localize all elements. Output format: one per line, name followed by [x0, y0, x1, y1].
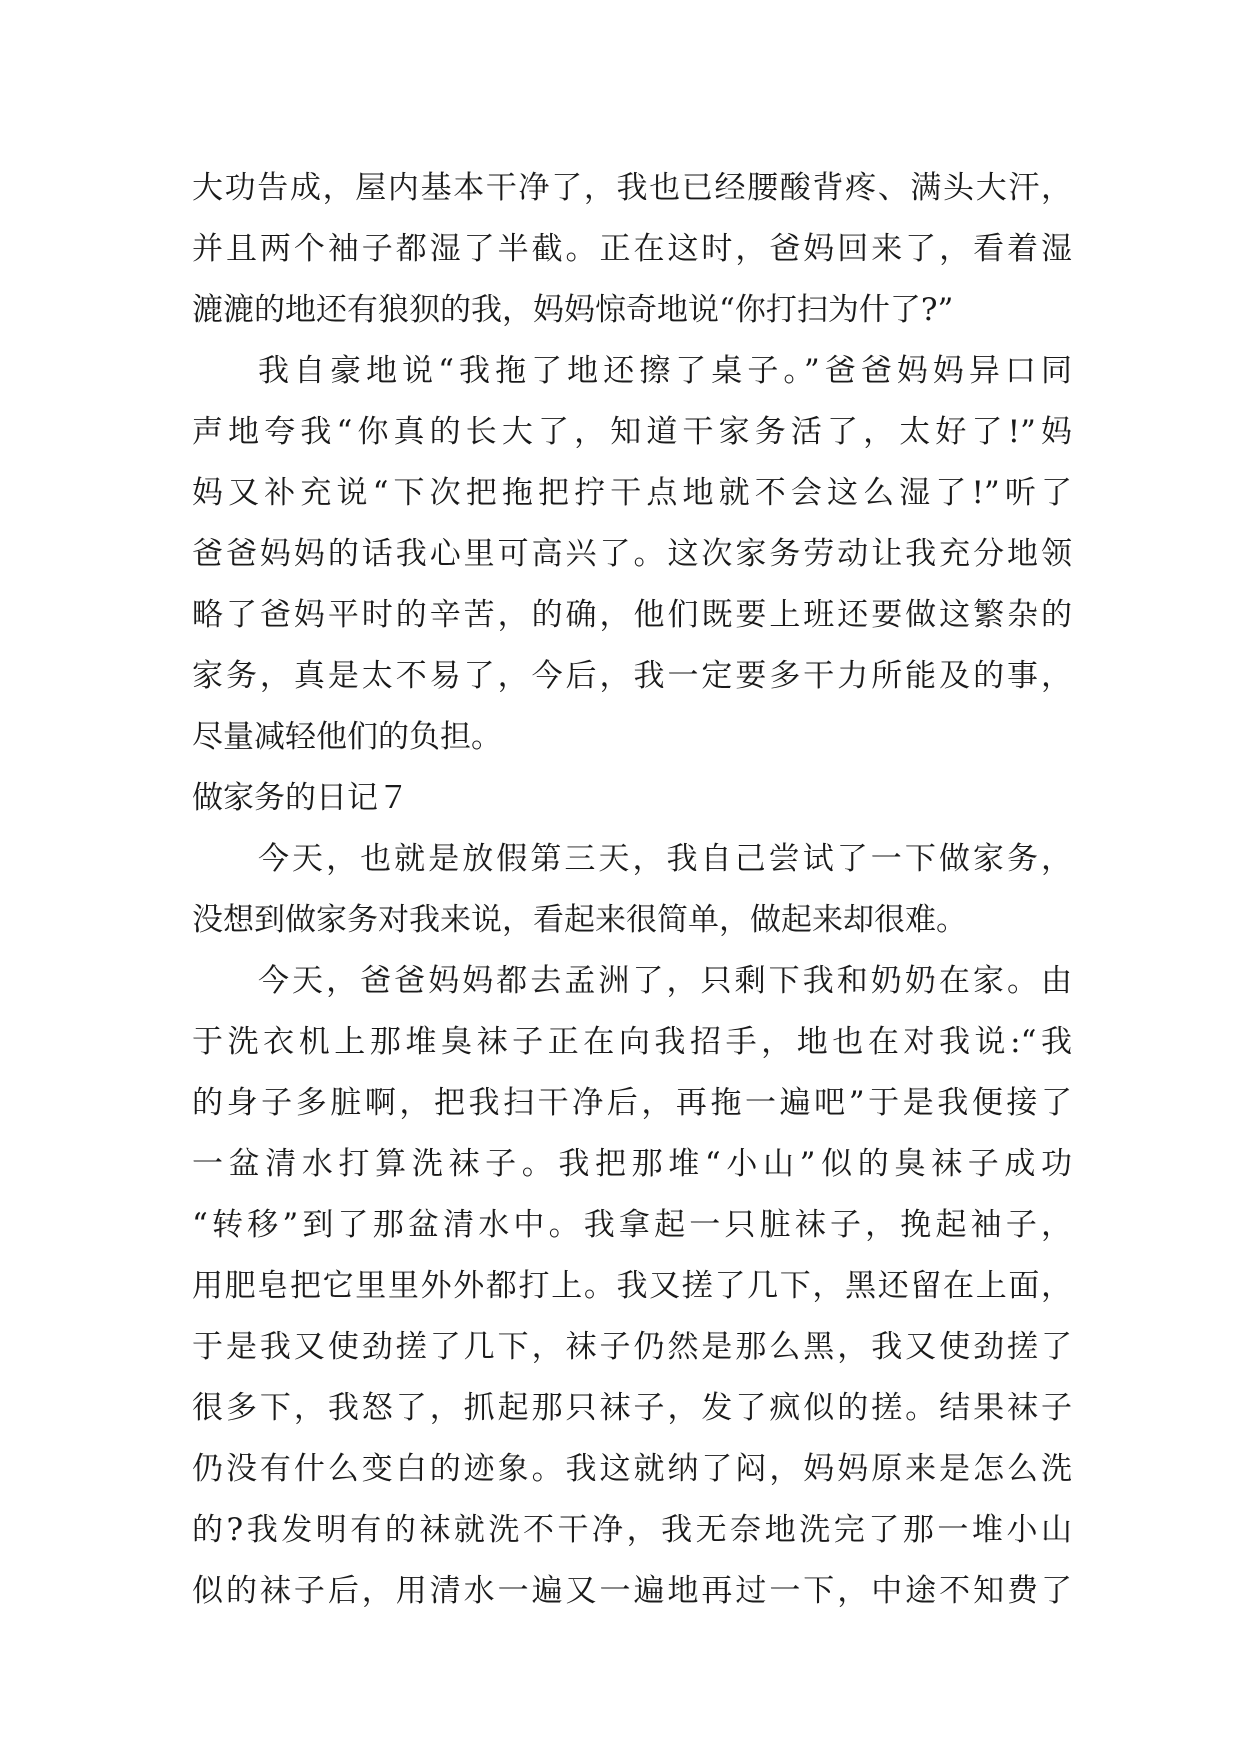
section-title: 做家务的日记７ [192, 780, 409, 816]
text-line: 没想到做家务对我来说，看起来很简单，做起来却很难。 [192, 902, 967, 938]
text-line: 大功告成，屋内基本干净了，我也已经腰酸背疼、满头大汗， [192, 170, 1072, 206]
text-line: 很多下，我怒了，抓起那只袜子，发了疯似的搓。结果袜子 [192, 1390, 1072, 1426]
text-line: 家务，真是太不易了，今后，我一定要多干力所能及的事， [192, 658, 1072, 694]
text-line: 妈又补充说“下次把拖把拧干点地就不会这么湿了!”听了 [192, 475, 1072, 511]
text-line: 今天，爸爸妈妈都去孟洲了，只剩下我和奶奶在家。由 [258, 963, 1072, 999]
text-line: 略了爸妈平时的辛苦，的确，他们既要上班还要做这繁杂的 [192, 597, 1072, 633]
text-line: 的身子多脏啊，把我扫干净后，再拖一遍吧”于是我便接了 [192, 1085, 1072, 1121]
text-line: 于洗衣机上那堆臭袜子正在向我招手，地也在对我说:“我 [192, 1024, 1072, 1060]
text-line: “转移”到了那盆清水中。我拿起一只脏袜子，挽起袖子， [192, 1207, 1072, 1243]
text-line: 于是我又使劲搓了几下，袜子仍然是那么黑，我又使劲搓了 [192, 1329, 1072, 1365]
text-line: 用肥皂把它里里外外都打上。我又搓了几下，黑还留在上面， [192, 1268, 1072, 1304]
text-line: 今天，也就是放假第三天，我自己尝试了一下做家务， [258, 841, 1072, 877]
text-line: 漉漉的地还有狼狈的我，妈妈惊奇地说“你打扫为什了?” [192, 292, 954, 328]
text-line: 并且两个袖子都湿了半截。正在这时，爸妈回来了，看着湿 [192, 231, 1072, 267]
text-line: 一盆清水打算洗袜子。我把那堆“小山”似的臭袜子成功 [192, 1146, 1072, 1182]
text-line: 我自豪地说“我拖了地还擦了桌子。”爸爸妈妈异口同 [258, 353, 1072, 389]
document-body [192, 158, 1072, 1622]
text-line: 声地夸我“你真的长大了，知道干家务活了，太好了!”妈 [192, 414, 1072, 450]
text-line: 尽量减轻他们的负担。 [192, 719, 502, 755]
text-line: 仍没有什么变白的迹象。我这就纳了闷，妈妈原来是怎么洗 [192, 1451, 1072, 1487]
text-line: 的?我发明有的袜就洗不干净，我无奈地洗完了那一堆小山 [192, 1512, 1072, 1548]
text-line: 爸爸妈妈的话我心里可高兴了。这次家务劳动让我充分地领 [192, 536, 1072, 572]
text-line: 似的袜子后，用清水一遍又一遍地再过一下，中途不知费了 [192, 1573, 1072, 1609]
